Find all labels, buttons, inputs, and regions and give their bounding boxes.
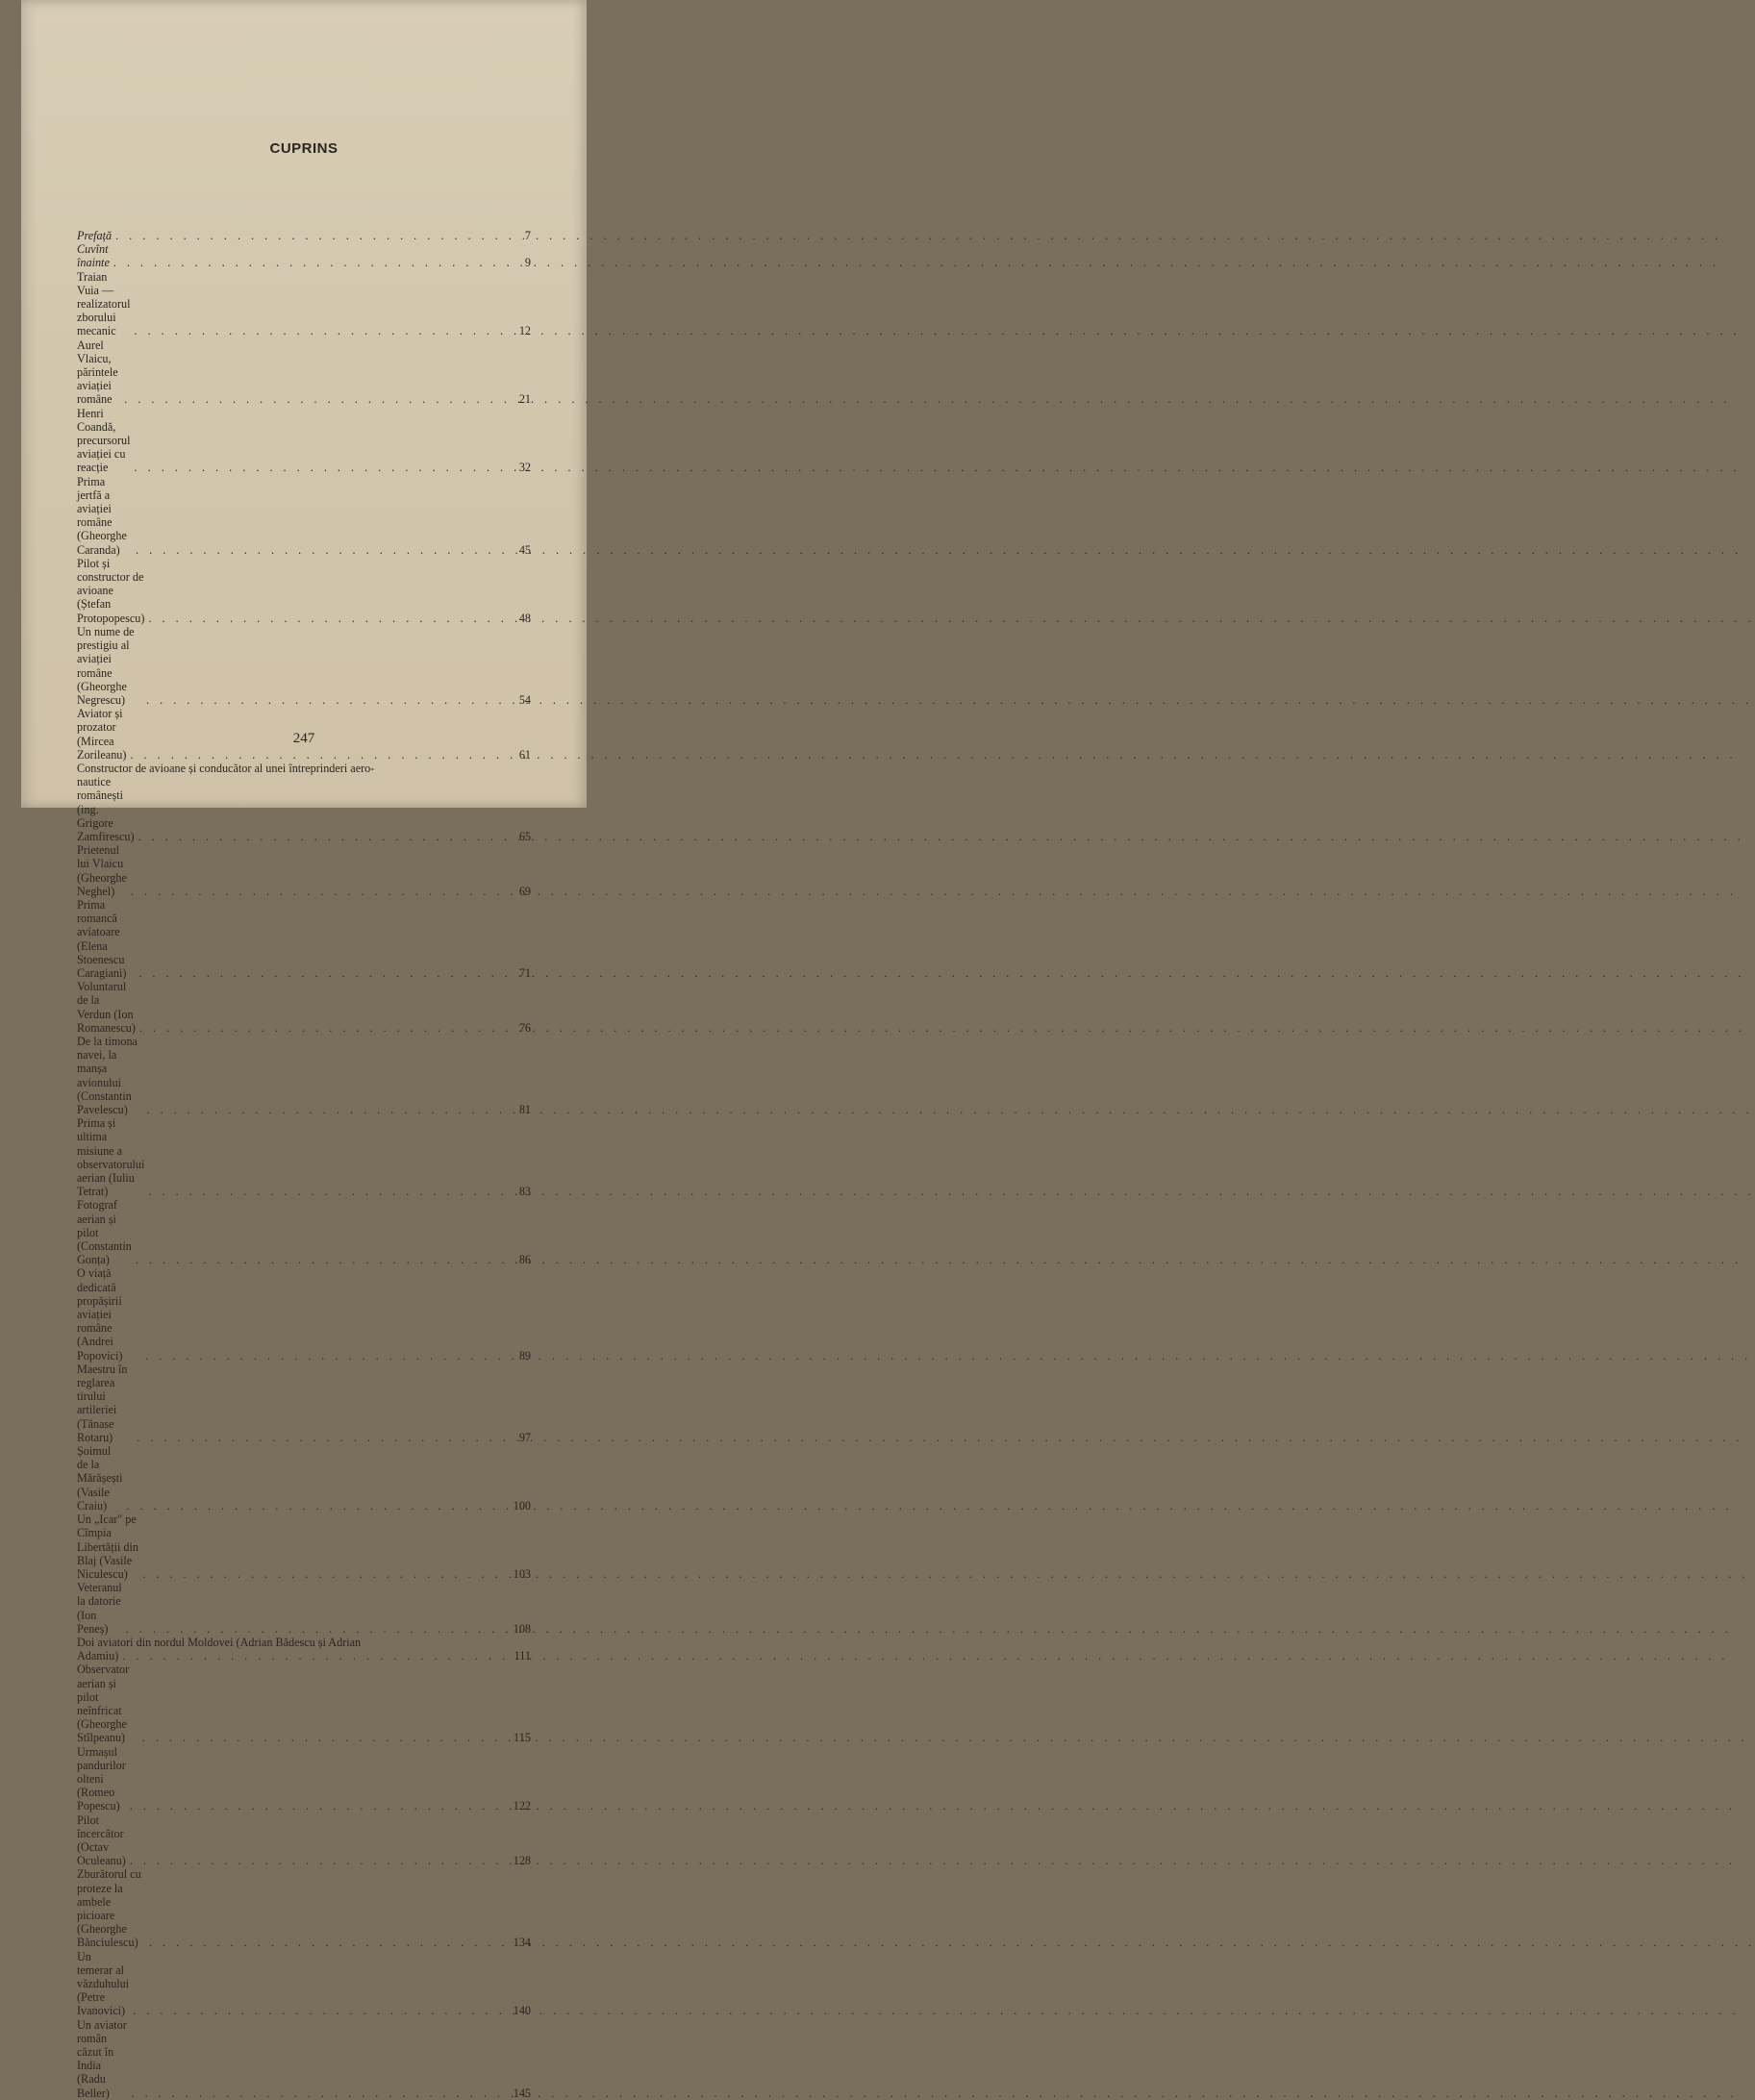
page-number: 247 [292, 731, 315, 746]
toc-entry-page: 89 [518, 1348, 531, 1362]
toc-entry-page: 103 [513, 1566, 531, 1581]
toc-entry-title: Pilot încercător (Octav Oculeanu) [77, 1812, 126, 1868]
toc-entry [77, 762, 531, 843]
toc-entry-title: Prefață [77, 229, 113, 242]
dot-leader [133, 2004, 506, 2017]
toc-entry [77, 898, 531, 980]
toc-entry-page: 32 [518, 461, 531, 475]
dot-leader [113, 256, 506, 269]
toc-entry-title-continued: nautice românești (ing. Grigore Zamfirescu) [77, 775, 135, 843]
dot-leader [126, 1622, 506, 1636]
toc-entry-title: Prima romancă aviatoare (Elena Stoenescu Caragiani) [77, 897, 127, 980]
toc-entry-page: 100 [513, 1498, 531, 1512]
toc-entry [77, 338, 531, 407]
dot-leader [138, 830, 506, 843]
dot-leader [137, 1431, 506, 1444]
toc-entry [77, 625, 531, 707]
toc-entry-title: Prima jertfă a aviației române (Gheorghe Caranda) [77, 474, 127, 557]
toc-entry [77, 407, 531, 475]
dot-leader [131, 2087, 506, 2100]
toc-entry [77, 1116, 531, 1198]
toc-entry [77, 1581, 531, 1636]
dot-leader [147, 1103, 507, 1116]
toc-entry-page: 65 [518, 829, 531, 843]
toc-entry-title: Prima și ultima misiune a observatorului aerian (Iuliu Tetrat) [77, 1116, 145, 1199]
toc-entry [77, 557, 531, 625]
toc-entry-page: 81 [518, 1103, 531, 1116]
toc-entry-title: Traian Vuia — realizatorul zborului mecanic [77, 269, 131, 338]
toc-entry-title: Henri Coandă, precursorul aviației cu reacție [77, 406, 131, 475]
toc-entry [77, 1444, 531, 1512]
toc-entry-title: Zburătorul cu proteze la ambele picioare (Gheorghe Bănciulescu) [77, 1867, 141, 1950]
dot-leader [136, 543, 506, 557]
toc-entry-title: Veteranul la datorie (Ion Peneș) [77, 1581, 122, 1636]
dot-leader [146, 693, 506, 707]
toc-entry-page: 128 [513, 1854, 531, 1868]
toc-entry-title: Aurel Vlaicu, părintele aviației române [77, 338, 118, 407]
toc-entry-title-continued: Adamiu) [77, 1649, 119, 1663]
toc-entry-title: Constructor de avioane și conducător al unei întreprinderi aero- [77, 761, 375, 775]
toc-entry [77, 1198, 531, 1266]
dot-leader [126, 1499, 506, 1512]
toc-entry-page: 69 [518, 884, 531, 898]
toc-entry-title: Aviator și prozator (Mircea Zorileanu) [77, 707, 127, 762]
toc-entry-title: Observator aerian și pilot neînfricat (Gheorghe Stîlpeanu) [77, 1662, 130, 1745]
page-title: CUPRINS [269, 140, 338, 157]
dot-leader [115, 229, 506, 242]
toc-entry-title: Voluntarul de la Verdun (Ion Romanescu) [77, 980, 136, 1035]
toc-entry-page: 111 [514, 1649, 531, 1663]
toc-entry-title: Prietenul lui Vlaicu (Gheorghe Neghel) [77, 843, 127, 898]
toc-entry-title: Un „Icar" pe Cîmpia Libertății din Blaj (Vasile Niculescu) [77, 1512, 138, 1581]
toc-entry-title: O viață dedicată propășirii aviației române (Andrei Popovici) [77, 1266, 123, 1362]
dot-leader [130, 1799, 506, 1812]
dot-leader [131, 885, 506, 898]
toc-entry [77, 1950, 531, 2018]
dot-leader [145, 1349, 506, 1362]
toc-entry-page: 122 [513, 1799, 531, 1813]
toc-entry-page: 9 [524, 256, 531, 270]
toc-entry [77, 475, 531, 557]
toc-entry [77, 980, 531, 1035]
toc-entry-page: 21 [518, 392, 531, 407]
book-page [21, 0, 587, 2100]
toc-entry-page: 134 [513, 1936, 531, 1950]
dot-leader [142, 1731, 506, 1744]
toc-entry-page: 48 [518, 611, 531, 625]
toc-entry [77, 270, 531, 338]
toc-entry [77, 843, 531, 898]
toc-entry-page: 86 [518, 1253, 531, 1267]
toc-entry-page: 108 [513, 1621, 531, 1636]
toc-entry [77, 2018, 531, 2100]
table-of-contents [77, 229, 531, 2100]
dot-leader [124, 392, 506, 406]
toc-entry [77, 1636, 531, 1662]
dot-leader [148, 612, 506, 625]
toc-entry-title: Pilot și constructor de avioane (Ștefan Protopopescu) [77, 556, 145, 625]
toc-entry-page: 54 [518, 692, 531, 707]
toc-entry-title: Un nume de prestigiu al aviației române (Gheorghe Negrescu) [77, 624, 135, 707]
toc-entry-page: 76 [518, 1020, 531, 1035]
toc-entry-page: 115 [514, 1731, 531, 1745]
toc-entry-title: Cuvînt înainte [77, 242, 110, 270]
toc-entry-title: Maestru în reglarea tirului artileriei (Tănase Rotaru) [77, 1362, 128, 1444]
toc-entry-title: Șoimul de la Mărășești (Vasile Craiu) [77, 1444, 123, 1512]
dot-leader [122, 1649, 506, 1662]
dot-leader [149, 1936, 506, 1949]
toc-entry-page: 12 [518, 324, 531, 338]
toc-entry [77, 1266, 531, 1362]
toc-entry-title: De la timona navei, la manșa avionului (Constantin Pavelescu) [77, 1034, 138, 1116]
toc-entry-page: 97 [518, 1430, 531, 1444]
toc-entry-title: Doi aviatori din nordul Moldovei (Adrian Bădescu și Adrian [77, 1635, 362, 1649]
toc-entry [77, 1362, 531, 1444]
toc-entry [77, 1813, 531, 1868]
toc-entry-title: Fotograf aerian și pilot (Constantin Gonța) [77, 1198, 132, 1267]
dot-leader [135, 461, 507, 474]
toc-entry-page: 61 [518, 747, 531, 762]
dot-leader [142, 1567, 506, 1581]
dot-leader [130, 1854, 506, 1867]
toc-entry [77, 1035, 531, 1116]
toc-entry-page: 83 [518, 1185, 531, 1199]
toc-entry-page: 7 [524, 229, 531, 242]
toc-entry-title: Un temerar al văzduhului (Petre Ivanovici) [77, 1949, 130, 2018]
toc-entry-page: 140 [513, 2004, 531, 2018]
toc-entry [77, 242, 531, 269]
dot-leader [130, 748, 506, 762]
toc-entry [77, 1512, 531, 1581]
toc-entry [77, 1867, 531, 1949]
toc-entry-page: 45 [518, 542, 531, 557]
dot-leader [134, 324, 506, 338]
toc-entry-page: 145 [513, 2086, 531, 2100]
dot-leader [139, 1021, 506, 1035]
dot-leader [136, 1253, 506, 1266]
toc-entry-title: Un aviator român căzut în India (Radu Beller) [77, 2017, 127, 2100]
toc-entry [77, 1662, 531, 1744]
toc-entry [77, 229, 531, 242]
dot-leader [148, 1185, 506, 1198]
toc-entry-title: Urmașul pandurilor olteni (Romeo Popescu) [77, 1744, 126, 1813]
dot-leader [138, 966, 506, 980]
toc-entry [77, 1745, 531, 1813]
toc-entry-page: 71 [518, 965, 531, 980]
